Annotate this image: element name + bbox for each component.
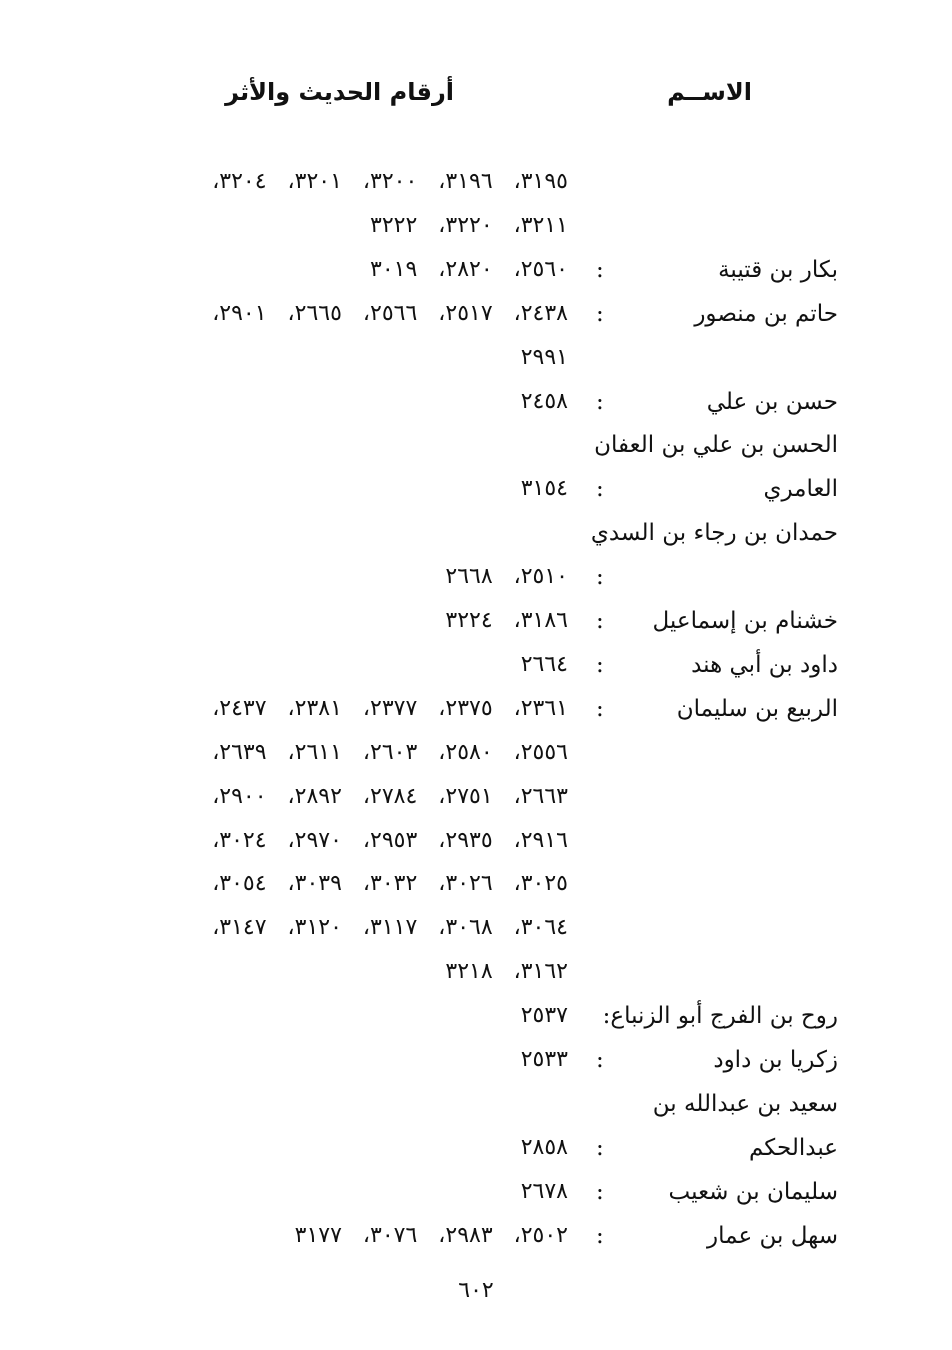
- separator-colon: :: [596, 256, 604, 283]
- index-entry-row: [0, 689, 952, 733]
- hadith-numbers: ٣١٦٢، ٣٢١٨: [445, 959, 568, 985]
- column-header-name: الاســم: [667, 78, 752, 106]
- separator-colon: :: [596, 564, 604, 591]
- index-entry-row: [0, 513, 952, 557]
- index-entry-row: [0, 996, 952, 1040]
- narrator-name: العامري: [763, 476, 838, 503]
- index-entry-row: [0, 1172, 952, 1216]
- hadith-numbers: ٢٣٦١، ٢٣٧٥، ٢٣٧٧، ٢٣٨١، ٢٤٣٧،: [212, 695, 568, 721]
- index-entry-row: [0, 1040, 952, 1084]
- narrator-name: عبدالحكم: [749, 1134, 838, 1161]
- page-number: ٦٠٢: [458, 1278, 494, 1303]
- hadith-numbers: ٢٥٣٧: [520, 1003, 568, 1029]
- index-entry-row: [0, 645, 952, 689]
- hadith-numbers: ٢٩١٦، ٢٩٣٥، ٢٩٥٣، ٢٩٧٠، ٣٠٢٤،: [212, 827, 568, 853]
- separator-colon: :: [596, 608, 604, 634]
- hadith-numbers: ٣١٩٥، ٣١٩٦، ٣٢٠٠، ٣٢٠١، ٣٢٠٤،: [212, 169, 568, 194]
- index-entry-row: [0, 294, 952, 338]
- index-entry-row: [0, 250, 952, 294]
- hadith-numbers: ٢٤٥٨: [520, 388, 568, 414]
- hadith-numbers: ٢٥٣٣: [520, 1047, 568, 1072]
- index-entry-row: [0, 557, 952, 601]
- narrator-name: سهل بن عمار: [707, 1222, 838, 1249]
- narrator-name: زكريا بن داود: [713, 1047, 838, 1073]
- separator-colon: :: [596, 476, 604, 503]
- separator-colon: :: [596, 651, 604, 678]
- hadith-numbers: ٣٠٦٤، ٣٠٦٨، ٣١١٧، ٣١٢٠، ٣١٤٧،: [212, 915, 568, 941]
- separator-colon: :: [596, 300, 604, 327]
- hadith-numbers: ٣١٥٤: [520, 476, 568, 502]
- separator-colon: :: [596, 388, 604, 415]
- narrator-name: حمدان بن رجاء بن السدي: [590, 520, 838, 547]
- index-entry-row: [0, 1128, 952, 1172]
- separator-colon: :: [596, 1178, 604, 1205]
- hadith-numbers: ٣١٨٦، ٣٢٢٤: [445, 608, 568, 633]
- index-entry-row: [0, 821, 952, 865]
- index-entry-row: [0, 864, 952, 908]
- index-entry-row: [0, 777, 952, 821]
- hadith-numbers: ٢٤٣٨، ٢٥١٧، ٢٥٦٦، ٢٦٦٥، ٢٩٠١،: [212, 300, 568, 326]
- index-entry-row: [0, 469, 952, 513]
- hadith-numbers: ٢٥١٠، ٢٦٦٨: [445, 564, 568, 590]
- narrator-name: سليمان بن شعيب: [668, 1178, 838, 1205]
- separator-colon: :: [596, 695, 604, 722]
- narrator-name: حسن بن علي: [706, 388, 838, 415]
- hadith-numbers: ٢٩٩١: [520, 344, 568, 370]
- hadith-numbers: ٣٢١١، ٣٢٢٠، ٣٢٢٢: [370, 212, 568, 238]
- separator-colon: :: [596, 1047, 604, 1073]
- hadith-numbers: ٢٥٦٠، ٢٨٢٠، ٣٠١٩: [370, 256, 568, 282]
- hadith-numbers: ٢٦٦٤: [520, 651, 568, 677]
- index-entry-row: [0, 425, 952, 469]
- index-entry-row: [0, 1216, 952, 1260]
- index-entry-row: [0, 162, 952, 206]
- column-header-numbers: أرقام الحديث والأثر: [225, 78, 454, 106]
- index-entry-row: [0, 908, 952, 952]
- narrator-name: حاتم بن منصور: [694, 300, 838, 327]
- index-entry-row: [0, 1084, 952, 1128]
- hadith-numbers: ٢٦٧٨: [520, 1178, 568, 1204]
- narrator-name: روح بن الفرج أبو الزنباع:: [602, 1003, 838, 1030]
- index-entry-row: [0, 952, 952, 996]
- hadith-numbers: ٢٥٠٢، ٢٩٨٣، ٣٠٧٦، ٣١٧٧: [294, 1222, 568, 1248]
- separator-colon: :: [596, 1222, 604, 1249]
- hadith-numbers: ٢٦٦٣، ٢٧٥١، ٢٧٨٤، ٢٨٩٢، ٢٩٠٠،: [212, 783, 568, 809]
- index-entry-row: [0, 733, 952, 777]
- index-entry-row: [0, 338, 952, 382]
- narrator-name: داود بن أبي هند: [691, 651, 838, 678]
- narrator-name: خشنام بن إسماعيل: [652, 608, 838, 634]
- index-entry-row: [0, 206, 952, 250]
- index-entry-row: [0, 601, 952, 645]
- narrator-name: الربيع بن سليمان: [676, 695, 838, 722]
- index-entry-row: [0, 382, 952, 426]
- hadith-numbers: ٢٨٥٨: [520, 1134, 568, 1160]
- hadith-numbers: ٢٥٥٦، ٢٥٨٠، ٢٦٠٣، ٢٦١١، ٢٦٣٩،: [212, 739, 568, 765]
- narrator-name: الحسن بن علي بن العفان: [594, 432, 838, 459]
- narrator-name: بكار بن قتيبة: [718, 256, 838, 283]
- separator-colon: :: [596, 1134, 604, 1161]
- narrator-name: سعيد بن عبدالله بن: [652, 1090, 838, 1117]
- hadith-numbers: ٣٠٢٥، ٣٠٢٦، ٣٠٣٢، ٣٠٣٩، ٣٠٥٤،: [212, 871, 568, 897]
